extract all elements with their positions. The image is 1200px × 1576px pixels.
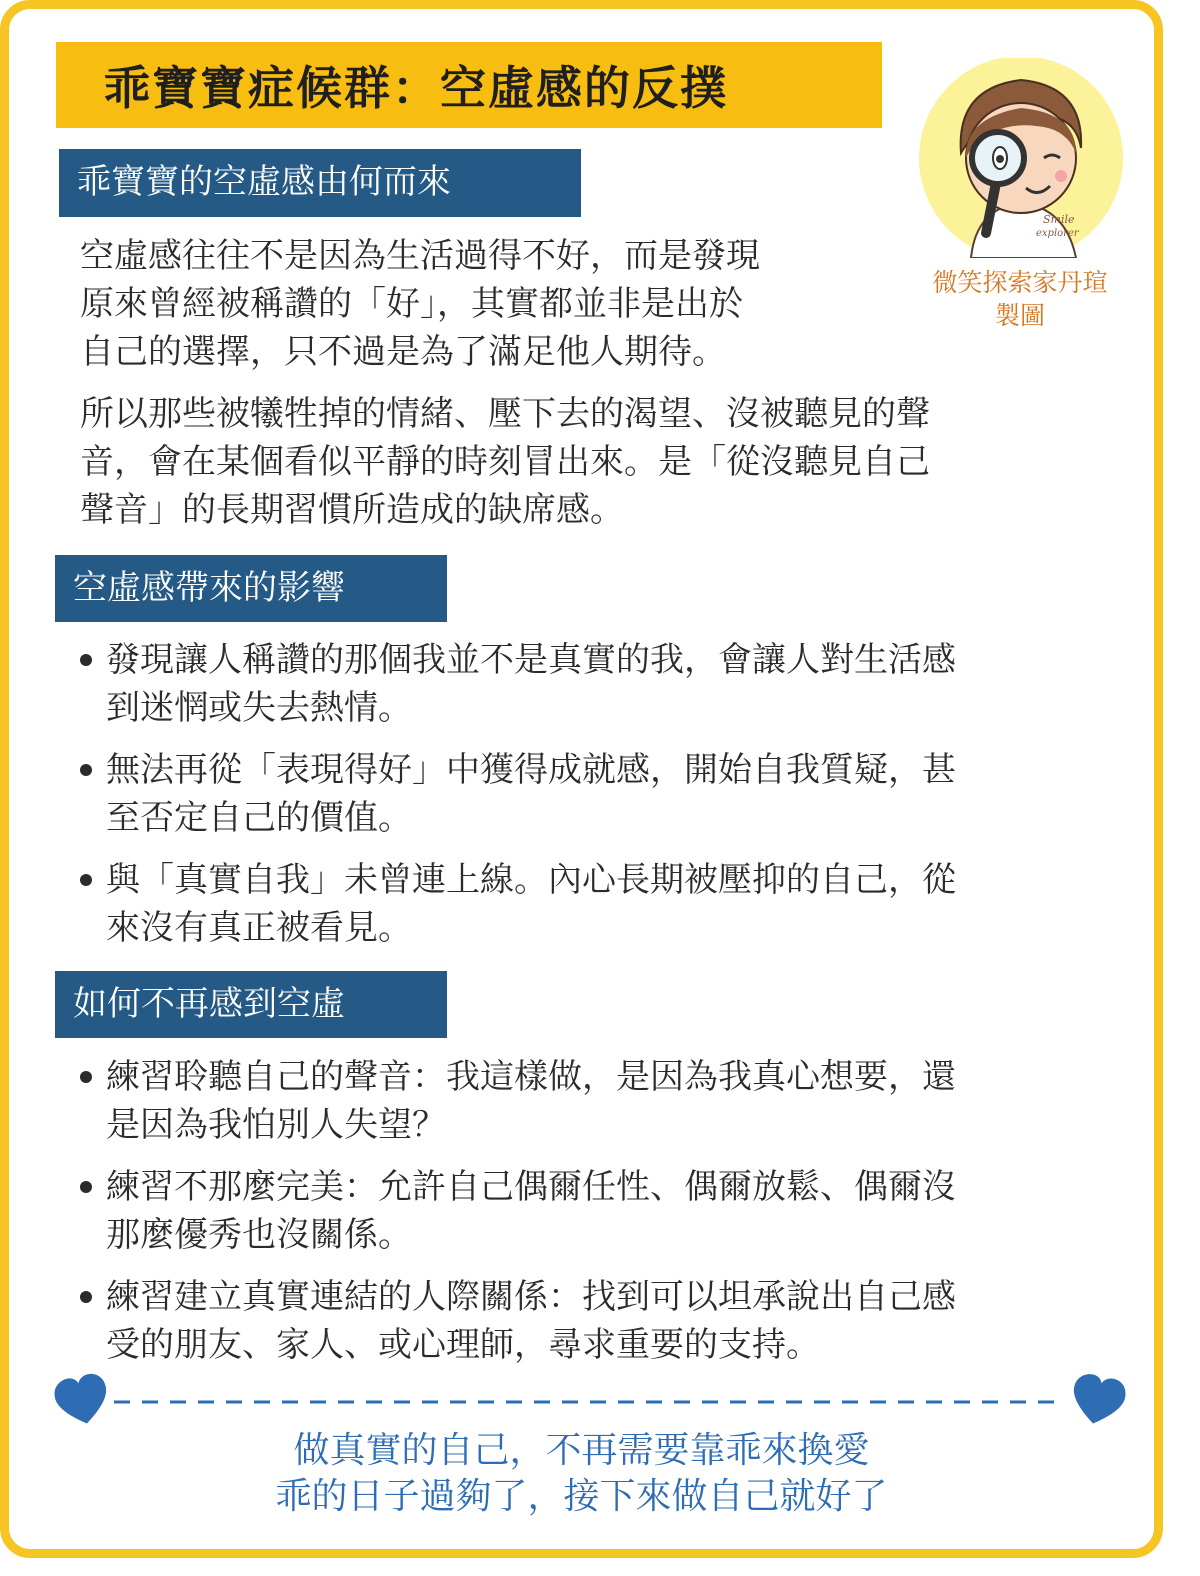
list-item (76, 1163, 1116, 1259)
heart-icon (1068, 1372, 1126, 1429)
explorer-avatar-illustration (916, 58, 1126, 258)
list-item-line: 發現讓人稱讚的那個我並不是真實的我，會讓人對生活感 (106, 640, 956, 680)
bullet-dot (80, 874, 92, 886)
list-item (76, 1053, 1116, 1149)
list-item-line: 至否定自己的價值。 (106, 798, 412, 838)
list-item-line: 練習不那麼完美：允許自己偶爾任性、偶爾放鬆、偶爾沒 (106, 1167, 956, 1207)
credit-line1: 微笑探索家丹瑄 (932, 268, 1108, 297)
section1-paragraph1 (80, 232, 900, 376)
list-item-line: 是因為我怕別人失望？ (106, 1105, 446, 1145)
shirt-logo-line1: Smile (1043, 213, 1075, 226)
list-item-line: 無法再從「表現得好」中獲得成就感，開始自我質疑，甚 (106, 750, 956, 790)
closing-message (0, 1428, 1163, 1520)
section1-heading: 乖寶寶的空虛感由何而來 (59, 149, 581, 217)
list-item-line: 受的朋友、家人、或心理師，尋求重要的支持。 (106, 1325, 820, 1365)
section1-para1-line: 原來曾經被稱讚的「好」，其實都並非是出於 (80, 284, 743, 324)
shirt-logo-line2: explorer (1036, 228, 1079, 239)
list-item-line: 練習建立真實連結的人際關係：找到可以坦承說出自己感 (106, 1277, 956, 1317)
bullet-dot (80, 654, 92, 666)
list-item (76, 636, 1116, 732)
section1-para2-line: 聲音」的長期習慣所造成的缺席感。 (80, 490, 624, 530)
section1-para2-line: 音，會在某個看似平靜的時刻冒出來。是「從沒聽見自己 (80, 442, 930, 482)
bullet-dot (80, 1181, 92, 1193)
section1-paragraph2 (80, 390, 1120, 534)
closing-line1: 做真實的自己，不再需要靠乖來換愛 (293, 1430, 870, 1471)
section1-para2-line: 所以那些被犧牲掉的情緒、壓下去的渴望、沒被聽見的聲 (80, 394, 930, 434)
credit (905, 266, 1135, 332)
credit-line2: 製圖 (994, 301, 1045, 330)
list-item (76, 1273, 1116, 1369)
list-item-line: 到迷惘或失去熱情。 (106, 688, 412, 728)
section3-heading: 如何不再感到空虛 (55, 971, 447, 1038)
section2-heading: 空虛感帶來的影響 (55, 555, 447, 622)
heart-icon (54, 1372, 112, 1429)
page-title: 乖寶寶症候群：空虛感的反撲 (104, 61, 728, 115)
bullet-dot (80, 1071, 92, 1083)
heart-divider (54, 1372, 1126, 1432)
section1-para1-line: 自己的選擇，只不過是為了滿足他人期待。 (80, 332, 726, 372)
list-item-line: 來沒有真正被看見。 (106, 908, 412, 948)
list-item-line: 那麼優秀也沒關係。 (106, 1215, 412, 1255)
bullet-dot (80, 1291, 92, 1303)
list-item-line: 練習聆聽自己的聲音：我這樣做，是因為我真心想要，還 (106, 1057, 956, 1097)
list-item-line: 與「真實自我」未曾連上線。內心長期被壓抑的自己，從 (106, 860, 956, 900)
list-item (76, 746, 1116, 842)
section1-para1-line: 空虛感往往不是因為生活過得不好，而是發現 (80, 236, 760, 276)
closing-line2: 乖的日子過夠了，接下來做自己就好了 (275, 1476, 888, 1517)
list-item (76, 856, 1116, 952)
bullet-dot (80, 764, 92, 776)
